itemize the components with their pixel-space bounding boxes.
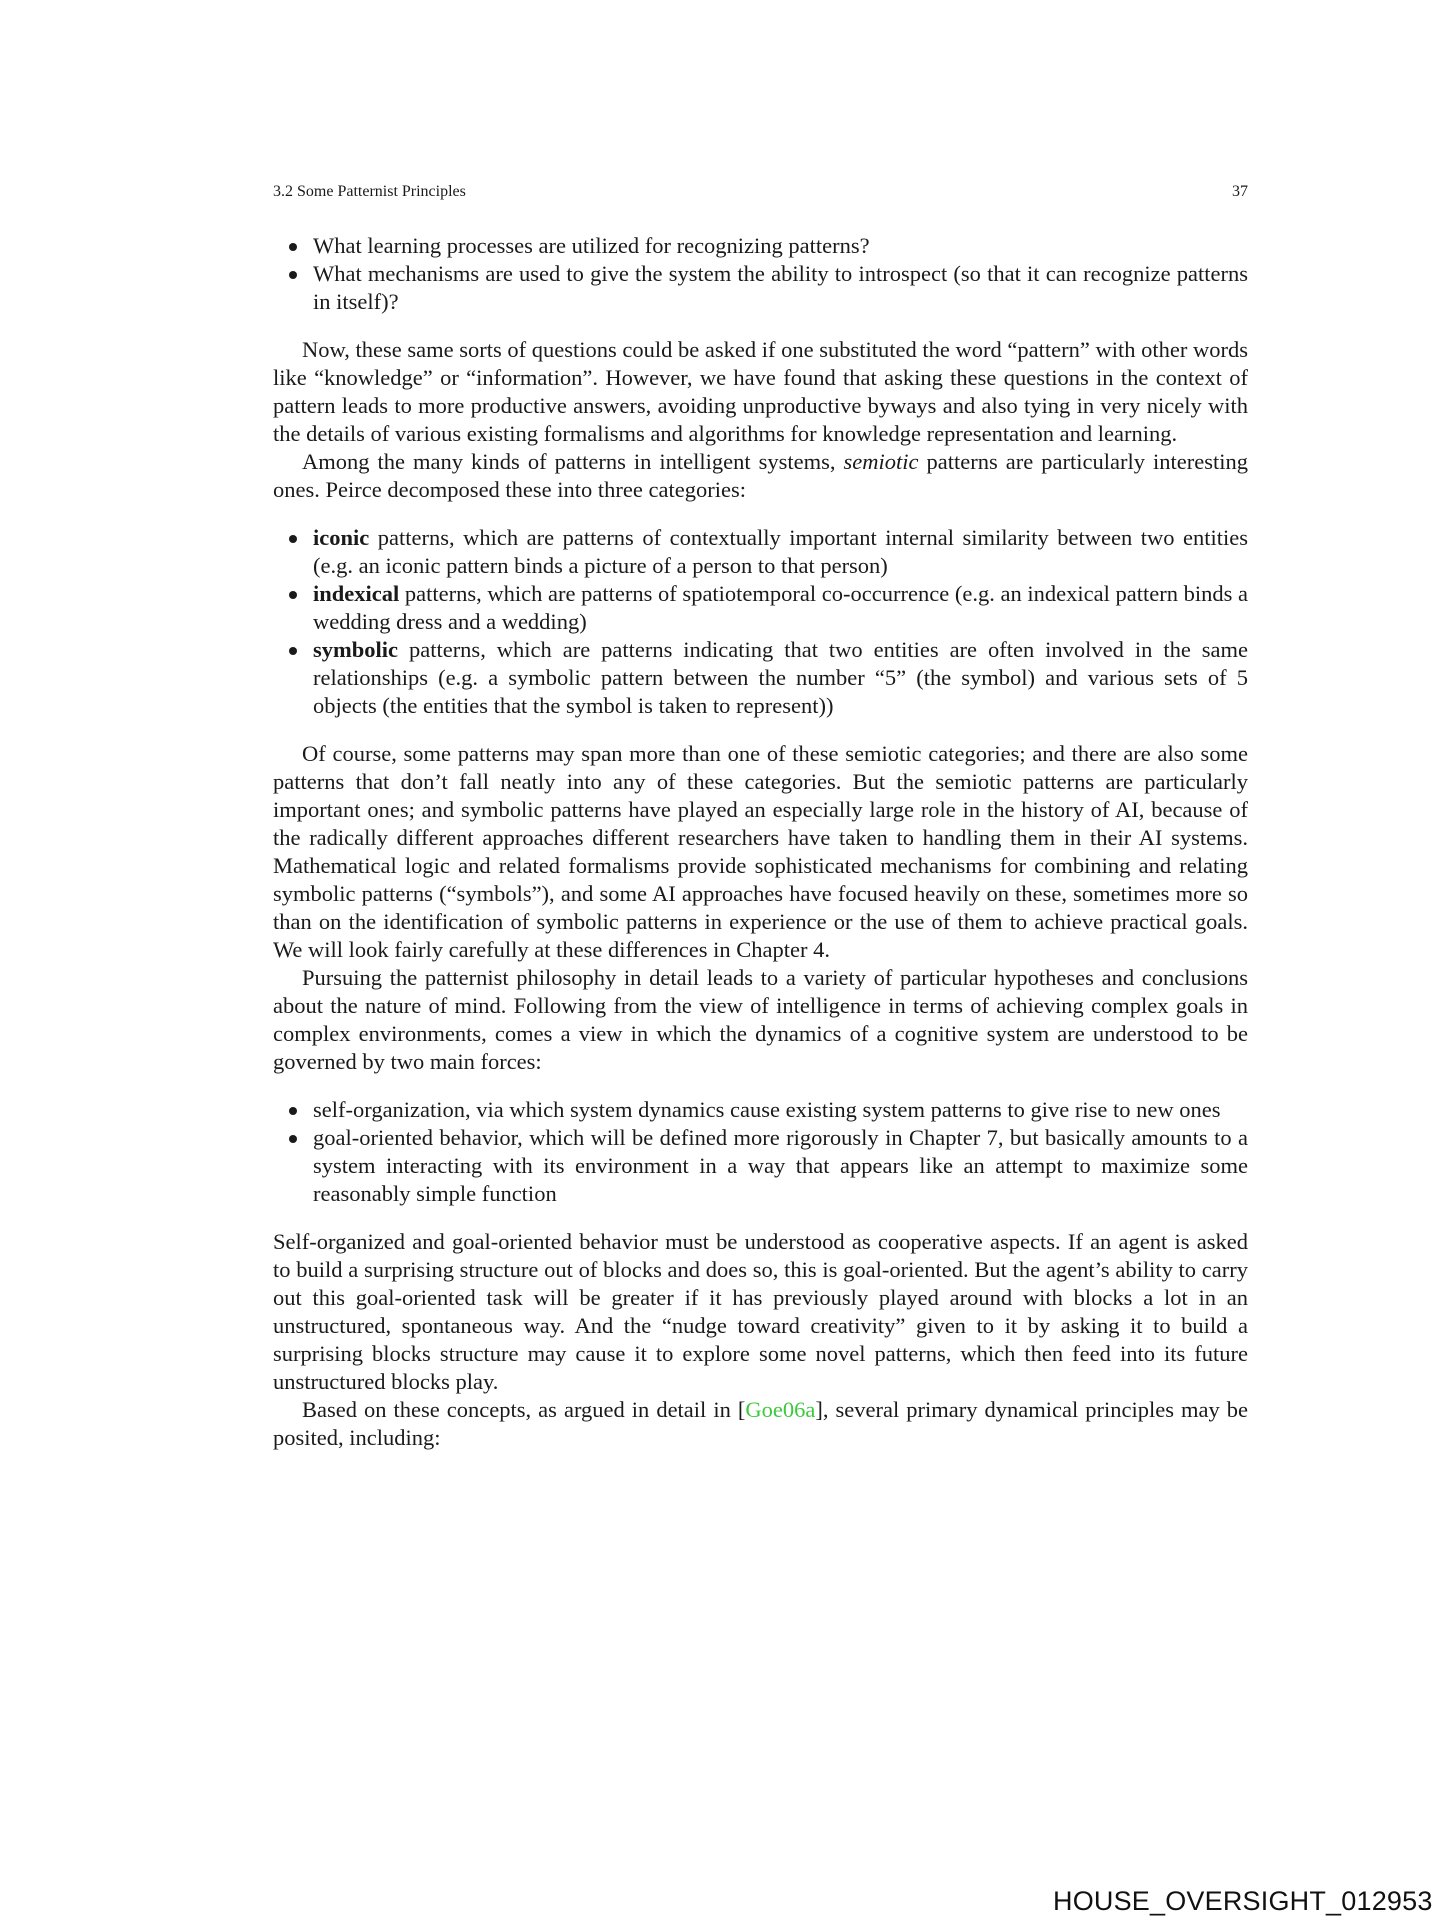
paragraph: [273, 448, 1248, 504]
paragraph: Self-organized and goal-oriented behavior must be understood as cooperative aspects. If an agent is asked to build a surprising structure out of blocks and does so, this is goal-oriented. But the agent’s ability to carry out this goal-oriented task will be greater if it has previously played around with blocks a lot in an unstructured, spontaneous way. And the “nudge toward creativity” given to it by asking it to build a surprising blocks structure may cause it to explore some novel patterns, which then feed into its future unstructured blocks play.: [273, 1229, 1248, 1394]
list-item: [273, 1124, 1248, 1208]
list-item-text: patterns, which are patterns of spatiotemporal co-occurrence (e.g. an indexical pattern binds a wedding dress and a wedding): [313, 581, 1248, 634]
paragraph-text: Among the many kinds of patterns in intelligent systems,: [302, 449, 844, 474]
paragraph-text: ], several primary dynamical principles may be posited, including:: [273, 1397, 1248, 1450]
list-item-text: goal-oriented behavior, which will be defined more rigorously in Chapter 7, but basically amounts to a system interacting with its environment in a way that appears like an attempt to maximize some reasonably simple function: [313, 1125, 1248, 1206]
semiotic-category-list: [273, 524, 1248, 720]
citation-link[interactable]: Goe06a: [745, 1397, 816, 1422]
forces-list: [273, 1096, 1248, 1208]
bates-stamp: HOUSE_OVERSIGHT_012953: [1053, 1886, 1433, 1916]
body-text: [273, 232, 1248, 1452]
term: iconic: [313, 525, 370, 550]
page-number: 37: [1232, 183, 1248, 200]
paragraph: Of course, some patterns may span more than one of these semiotic categories; and there are also some patterns that don’t fall neatly into any of these categories. But the semiotic patterns are particularly important ones; and symbolic patterns have played an especially large role in the history of AI, because of the radically different approaches different researchers have taken to handling them in their AI systems. Mathematical logic and related formalisms provide sophisticated mechanisms for combining and relating symbolic patterns (“symbols”), and some AI approaches have focused heavily on these, sometimes more so than on the identification of symbolic patterns in experience or the use of them to achieve practical goals. We will look fairly carefully at these differences in Chapter 4.: [273, 741, 1248, 962]
paragraph-text: Based on these concepts, as argued in detail in [: [302, 1397, 746, 1422]
paragraph: [273, 1396, 1248, 1452]
list-item-text: What mechanisms are used to give the system the ability to introspect (so that it can recognize patterns in itself)?: [313, 261, 1248, 314]
list-item: [273, 232, 1248, 260]
bullet-icon: [289, 1135, 297, 1143]
paragraph: Pursuing the patternist philosophy in detail leads to a variety of particular hypotheses and conclusions about the nature of mind. Following from the view of intelligence in terms of achieving complex goals in complex environments, comes a view in which the dynamics of a cognitive system are understood to be governed by two main forces:: [273, 965, 1248, 1074]
list-item-text: What learning processes are utilized for recognizing patterns?: [313, 233, 870, 258]
list-item-text: patterns, which are patterns of contextually important internal similarity between two entities (e.g. an iconic pattern binds a picture of a person to that person): [313, 525, 1248, 578]
paragraph-text: patterns are particularly interesting ones. Peirce decomposed these into three categories:: [273, 449, 1248, 502]
list-item: [273, 580, 1248, 636]
paragraph: Now, these same sorts of questions could be asked if one substituted the word “pattern” with other words like “knowledge” or “information”. However, we have found that asking these questions in the context of pattern leads to more productive answers, avoiding unproductive byways and also tying in very nicely with the details of various existing formalisms and algorithms for knowledge representation and learning.: [273, 337, 1248, 446]
question-list: [273, 232, 1248, 316]
list-item: [273, 1096, 1248, 1124]
bullet-icon: [289, 591, 297, 599]
list-item-text: patterns, which are patterns indicating that two entities are often involved in the same relationships (e.g. a symbolic pattern between the number “5” (the symbol) and various sets of 5 objects (the entities that the symbol is taken to represent)): [313, 637, 1248, 718]
term: symbolic: [313, 637, 399, 662]
list-item: [273, 636, 1248, 720]
bullet-icon: [289, 647, 297, 655]
running-header: [273, 180, 1248, 204]
list-item: [273, 524, 1248, 580]
bullet-icon: [289, 1107, 297, 1115]
bullet-icon: [289, 271, 297, 279]
section-title: 3.2 Some Patternist Principles: [273, 183, 466, 200]
list-item-text: self-organization, via which system dynamics cause existing system patterns to give rise to new ones: [313, 1097, 1221, 1122]
term: indexical: [313, 581, 400, 606]
bullet-icon: [289, 535, 297, 543]
emphasis-text: semiotic: [843, 449, 919, 474]
bullet-icon: [289, 243, 297, 251]
list-item: [273, 260, 1248, 316]
